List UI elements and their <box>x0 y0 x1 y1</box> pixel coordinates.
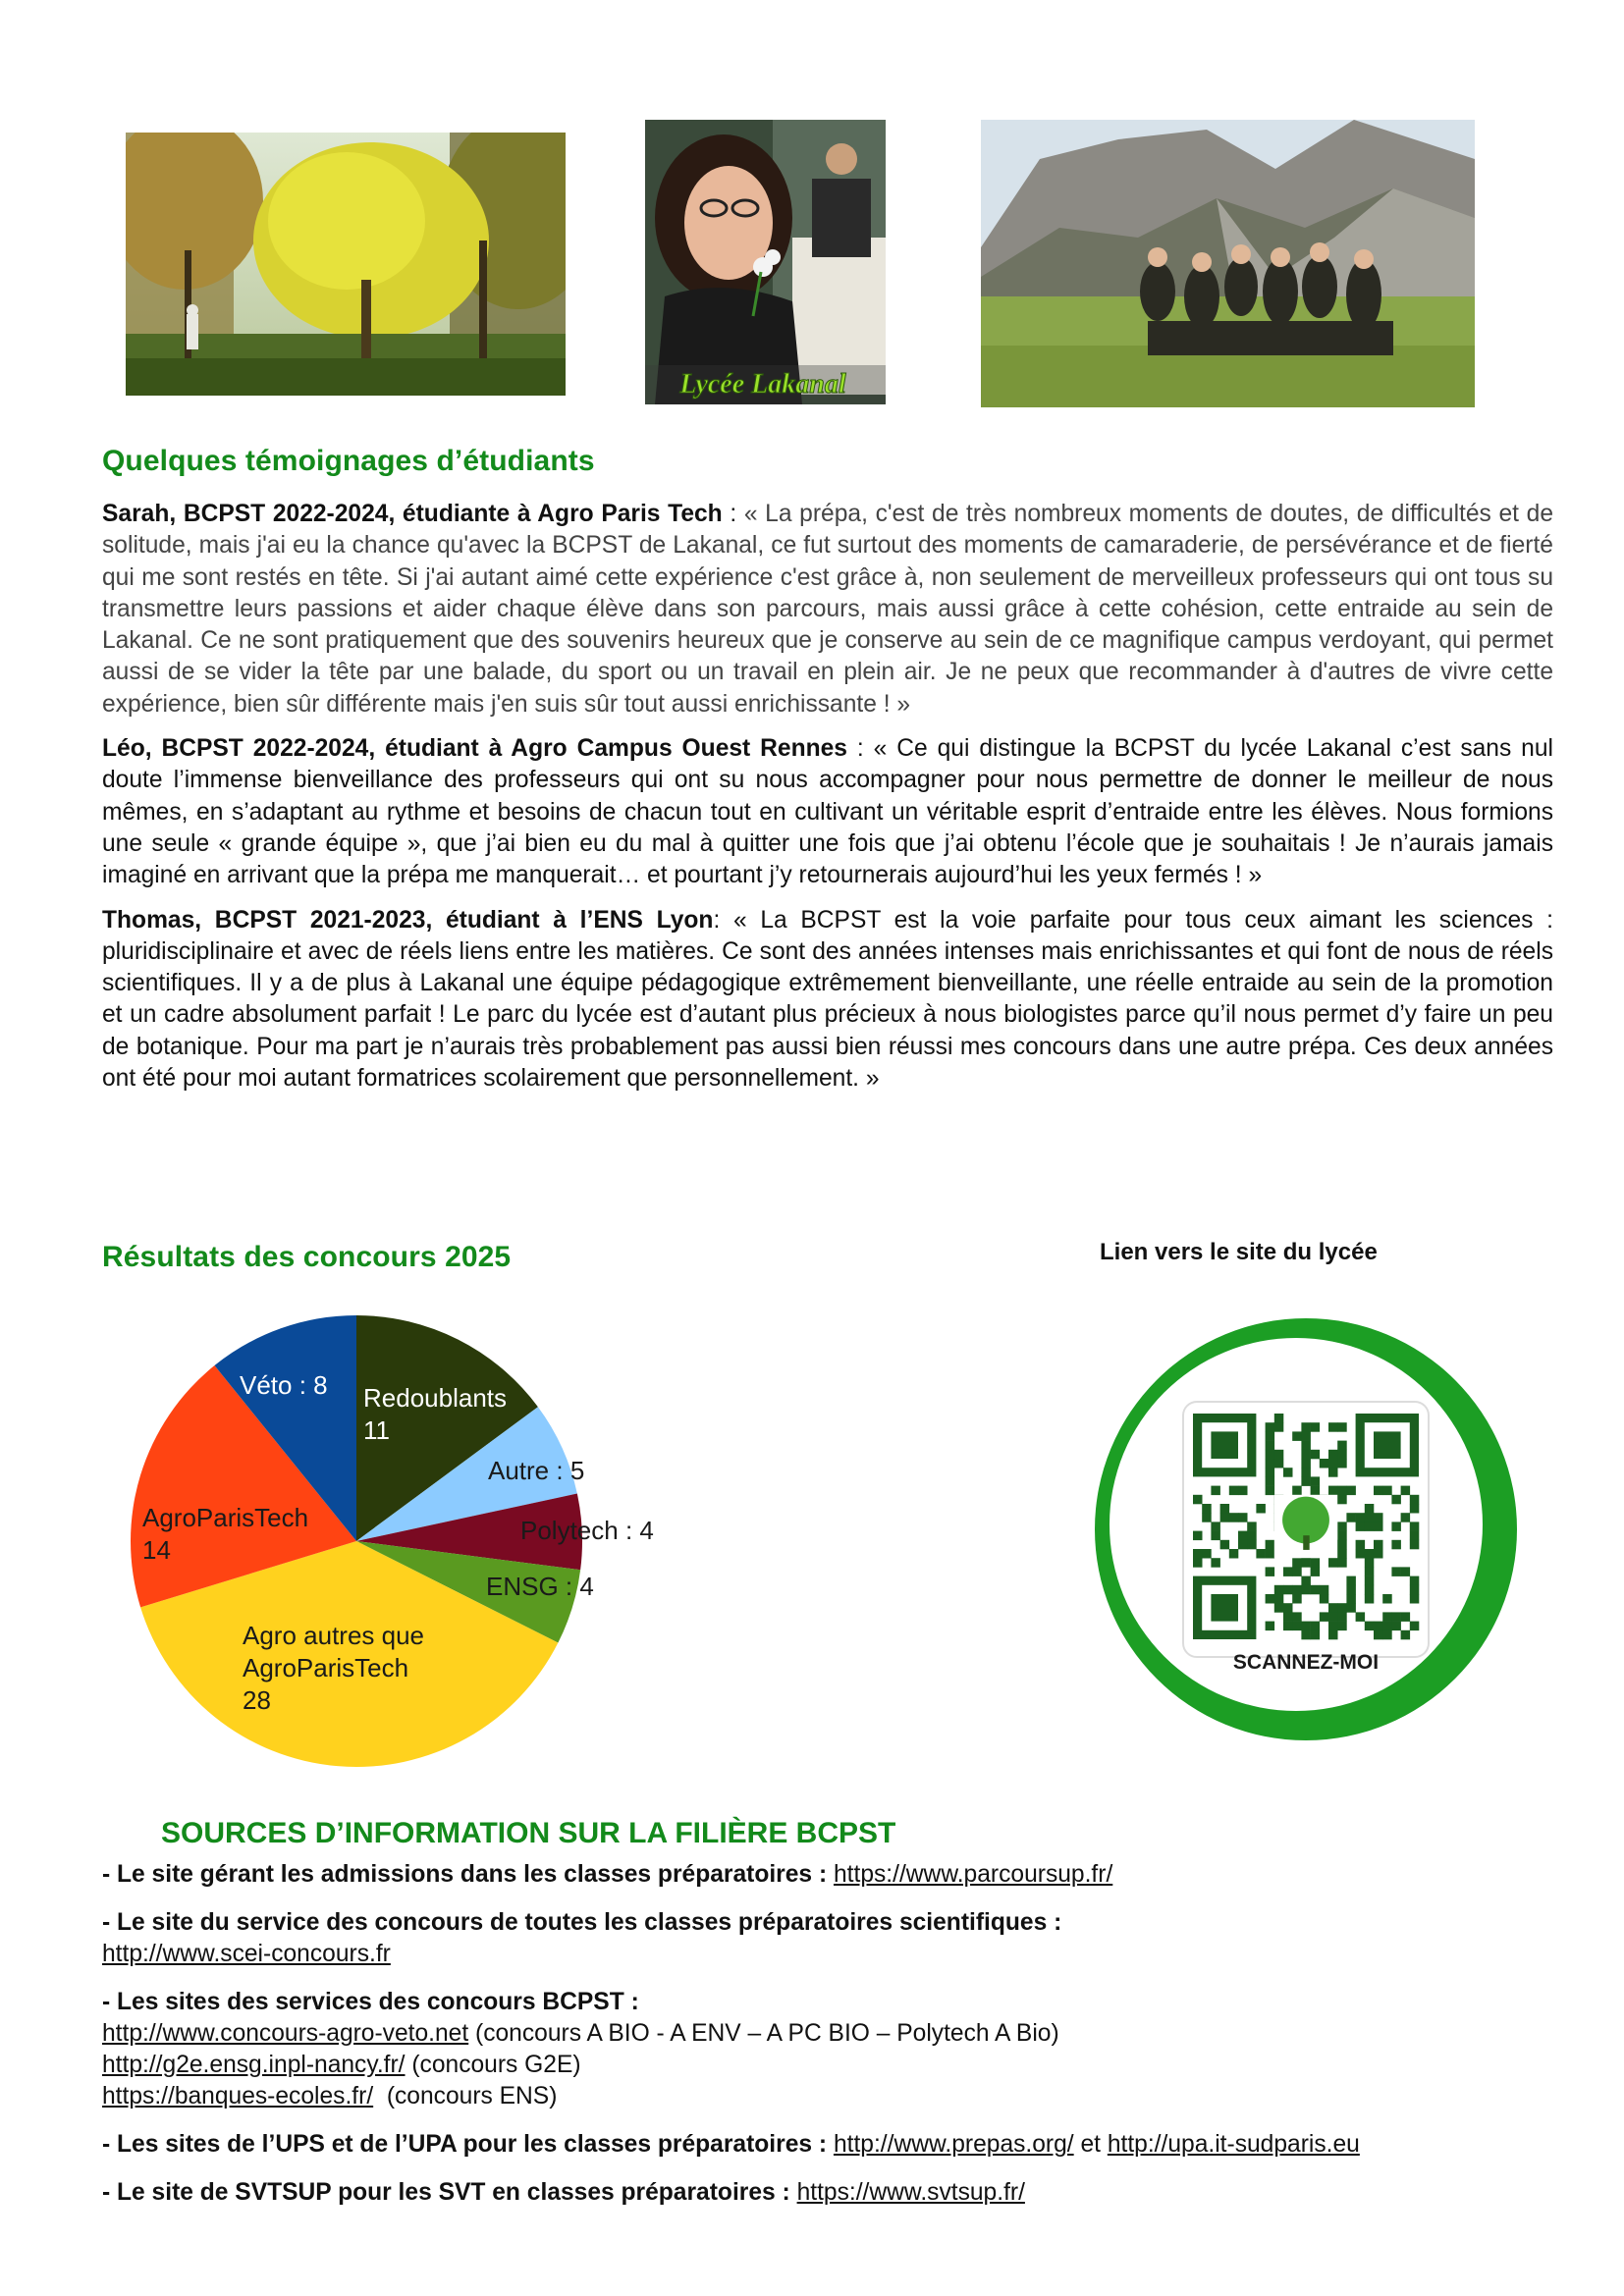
source-ups-upa: - Les sites de l’UPS et de l’UPA pour les classes préparatoires : http://www.prepas.org/ et http://upa.it-sudparis.eu <box>102 2131 1360 2158</box>
link-agro-veto[interactable]: http://www.concours-agro-veto.net <box>102 2020 469 2047</box>
link-parcoursup[interactable]: https://www.parcoursup.fr/ <box>833 1861 1113 1888</box>
lycee-lakanal-caption: Lycée Lakanal <box>679 369 846 400</box>
pie-label: ENSG : 4 <box>486 1572 594 1601</box>
source-svtsup: - Le site de SVTSUP pour les SVT en classes préparatoires : https://www.svtsup.fr/ <box>102 2179 1025 2206</box>
sources-section <box>102 1817 1575 2225</box>
results-pie-chart <box>118 1306 707 1777</box>
testimonial-sarah: Sarah, BCPST 2022-2024, étudiante à Agro Paris Tech : « La prépa, c'est de très nombreux moments de doutes, de difficultés et de solitude, mais j'ai eu la chance qu'avec la BCPST de Lakanal, ce fut surtout des moments de camaraderie, de persévérance et de fierté qui me sont restés en tête. Si j'ai autant aimé cette expérience c'est grâce à, non seulement de merveilleux professeurs qui ont tous su transmettre leurs passions et aider chaque élève dans son parcours, mais aussi grâce à cette cohésion, cette entraide au sein de Lakanal. Ce ne sont pratiquement que des souvenirs heureux que je conserve au sein de ce magnifique campus verdoyant, qui permet aussi de se vider la tête par une balade, du sport ou un travail en plein air. Je ne peux que recommander à d'autres de vivre cette expérience, bien sûr différente mais j'en suis sûr tout aussi enrichissante ! » <box>102 501 1554 718</box>
testimonial-author: Sarah, BCPST 2022-2024, étudiante à Agro Paris Tech <box>102 501 723 527</box>
pie-label: AgroParisTech 14 <box>142 1503 309 1565</box>
pie-label: Autre : 5 <box>488 1456 585 1485</box>
source-scei: - Le site du service des concours de toutes les classes préparatoires scientifiques : http://www.scei-concours.fr <box>102 1909 1062 1967</box>
testimonial-leo: Léo, BCPST 2022-2024, étudiant à Agro Campus Ouest Rennes : « Ce qui distingue la BCPST du lycée Lakanal c’est sans nul doute l’immense bienveillance des professeurs qui ont su nous accompagner pour nous permettre de donner le meilleur de nous mêmes, en s’adaptant au rythme et besoins de chacun tout en cultivant un véritable esprit d’entraide entre les élèves. Nous formions une seule « grande équipe », que j’ai bien eu du mal à quitter une fois que j’ai obtenu l’école que je souhaitais ! Je n’aurais jamais imaginé en arrivant que la prépa me manquerait… et pourtant j’y retournerais aujourd’hui les yeux fermés ! » <box>102 735 1554 889</box>
testimonial-text: « La prépa, c'est de très nombreux moments de doutes, de difficultés et de solitude, mais j'ai eu la chance qu'avec la BCPST de Lakanal, ce fut surtout des moments de camaraderie, de persévérance et de fierté qui me sont restés en tête. Si j'ai autant aimé cette expérience c'est grâce à, non seulement de merveilleux professeurs qui ont tous su transmettre leurs passions et aider chaque élève dans son parcours, mais aussi grâce à cette cohésion, cette entraide au sein de Lakanal. Ce ne sont pratiquement que des souvenirs heureux que je conserve au sein de ce magnifique campus verdoyant, qui permet aussi de se vider la tête par une balade, du sport ou un travail en plein air. Je ne peux que recommander à d'autres de vivre cette expérience, bien sûr différente mais j'en suis sûr tout aussi enrichissante ! » <box>102 501 1554 718</box>
link-scei[interactable]: http://www.scei-concours.fr <box>102 1941 391 1967</box>
link-g2e[interactable]: http://g2e.ensg.inpl-nancy.fr/ <box>102 2052 406 2078</box>
pie-label: Véto : 8 <box>240 1370 328 1400</box>
pie-label: Polytech : 4 <box>520 1516 654 1545</box>
link-svtsup[interactable]: https://www.svtsup.fr/ <box>796 2179 1025 2206</box>
source-bcpst-concours: - Les sites des services des concours BCPST : http://www.concours-agro-veto.net (concours A BIO - A ENV – A PC BIO – Polytech A Bio) http://g2e.ensg.inpl-nancy.fr/ (concours G2E) https://banques-ecoles.fr/ (concours ENS) <box>102 1989 1059 2109</box>
mountain-group-photo <box>981 120 1475 407</box>
testimonial-thomas: Thomas, BCPST 2021-2023, étudiant à l’ENS Lyon: « La BCPST est la voie parfaite pour tous ceux aimant les sciences : pluridisciplinaire et avec de réels liens entre les matières. Ce sont des années intenses mais enrichissantes et qui font de nous de réels scientifiques. Il y a de plus à Lakanal une équipe pédagogique extrêmement bienveillante, une réelle entraide au sein de la promotion et un cadre absolument parfait ! Le parc du lycée est d’autant plus précieux à nous biologistes parce qu’il nous permet d’y faire un peu de botanique. Pour ma part je n’aurais très probablement pas aussi bien réussi mes concours dans une autre prépa. Ces deux années ont été pour moi autant formatrices scolairement que personnellement. » <box>102 906 1554 1093</box>
testimonial-author: Léo, BCPST 2022-2024, étudiant à Agro Campus Ouest Rennes <box>102 735 847 763</box>
sources-title: SOURCES D’INFORMATION SUR LA FILIÈRE BCPST <box>161 1817 896 1849</box>
source-parcoursup: - Le site gérant les admissions dans les classes préparatoires : https://www.parcoursup.fr/ <box>102 1861 1113 1888</box>
testimonial-author: Thomas, BCPST 2021-2023, étudiant à l’ENS Lyon <box>102 906 714 934</box>
link-prepas[interactable]: http://www.prepas.org/ <box>833 2131 1074 2158</box>
park-photo <box>126 133 566 396</box>
testimonial-text: « Ce qui distingue la BCPST du lycée Lakanal c’est sans nul doute l’immense bienveillance des professeurs qui ont su nous accompagner pour nous permettre de donner le meilleur de nous mêmes, en s’adaptant au rythme et besoins de chacun tout en cultivant un véritable esprit d’entraide entre les élèves. Nous formions une seule « grande équipe », que j’ai bien eu du mal à quitter une fois que j’ai obtenu l’école que je souhaitais ! Je n’aurais jamais imaginé en arrivant que la prépa me manquerait… et pourtant j’y retournerais aujourd’hui les yeux fermés ! » <box>102 735 1554 889</box>
student-photo <box>645 120 886 404</box>
qr-title: Lien vers le site du lycée <box>1100 1239 1378 1265</box>
testimonials-title: Quelques témoignages d’étudiants <box>102 445 595 477</box>
pie-label: Agro autres que AgroParisTech 28 <box>243 1621 425 1715</box>
qr-caption: SCANNEZ-MOI <box>1232 1651 1380 1674</box>
testimonial-text: « La BCPST est la voie parfaite pour tous ceux aimant les sciences : pluridisciplinaire et avec de réels liens entre les matières. Ce sont des années intenses mais enrichissantes et qui font de nous de réels scientifiques. Il y a de plus à Lakanal une équipe pédagogique extrêmement bienveillante, une réelle entraide au sein de la promotion et un cadre absolument parfait ! Le parc du lycée est d’autant plus précieux à nous biologistes parce qu’il nous permet d’y faire un peu de botanique. Pour ma part je n’aurais très probablement pas aussi bien réussi mes concours dans une autre prépa. Ces deux années ont été pour moi autant formatrices scolairement que personnellement. » <box>102 906 1554 1093</box>
results-title: Résultats des concours 2025 <box>102 1241 512 1273</box>
testimonials-list <box>102 499 1553 1107</box>
link-upa[interactable]: http://upa.it-sudparis.eu <box>1107 2131 1360 2158</box>
qr-code-badge[interactable] <box>1080 1304 1532 1755</box>
link-banques-ecoles[interactable]: https://banques-ecoles.fr/ <box>102 2083 374 2109</box>
pie-label: Redoublants 11 <box>363 1383 507 1445</box>
